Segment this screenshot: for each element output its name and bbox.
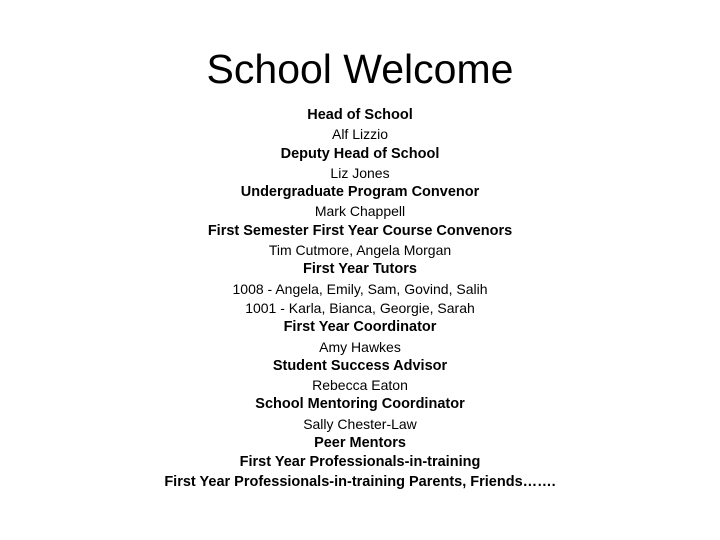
role-heading: Undergraduate Program Convenor xyxy=(240,184,480,201)
role-heading: Student Success Advisor xyxy=(272,357,448,374)
role-heading: First Year Tutors xyxy=(303,261,417,278)
role-heading: First Year Professionals-in-training Parents, Friends……. xyxy=(164,473,556,490)
role-heading: Peer Mentors xyxy=(314,435,406,452)
names-line: Rebecca Eaton xyxy=(312,377,408,394)
role-heading: First Semester First Year Course Convenors xyxy=(207,222,513,239)
role-heading: School Mentoring Coordinator xyxy=(255,396,465,413)
names-line: Sally Chester-Law xyxy=(303,415,417,432)
names-line: Tim Cutmore, Angela Morgan xyxy=(268,242,452,259)
slide-content xyxy=(0,106,720,492)
names-line: Liz Jones xyxy=(330,164,390,181)
role-heading: First Year Coordinator xyxy=(283,319,437,336)
slide-title: School Welcome xyxy=(206,46,514,92)
names-line: 1008 - Angela, Emily, Sam, Govind, Salih xyxy=(232,280,488,297)
role-heading: First Year Professionals-in-training xyxy=(239,454,481,471)
names-line: 1001 - Karla, Bianca, Georgie, Sarah xyxy=(245,299,475,316)
names-line: Mark Chappell xyxy=(314,203,406,220)
names-line: Alf Lizzio xyxy=(331,126,389,143)
role-heading: Deputy Head of School xyxy=(280,145,440,162)
names-line: Amy Hawkes xyxy=(319,338,401,355)
role-heading: Head of School xyxy=(307,107,413,123)
